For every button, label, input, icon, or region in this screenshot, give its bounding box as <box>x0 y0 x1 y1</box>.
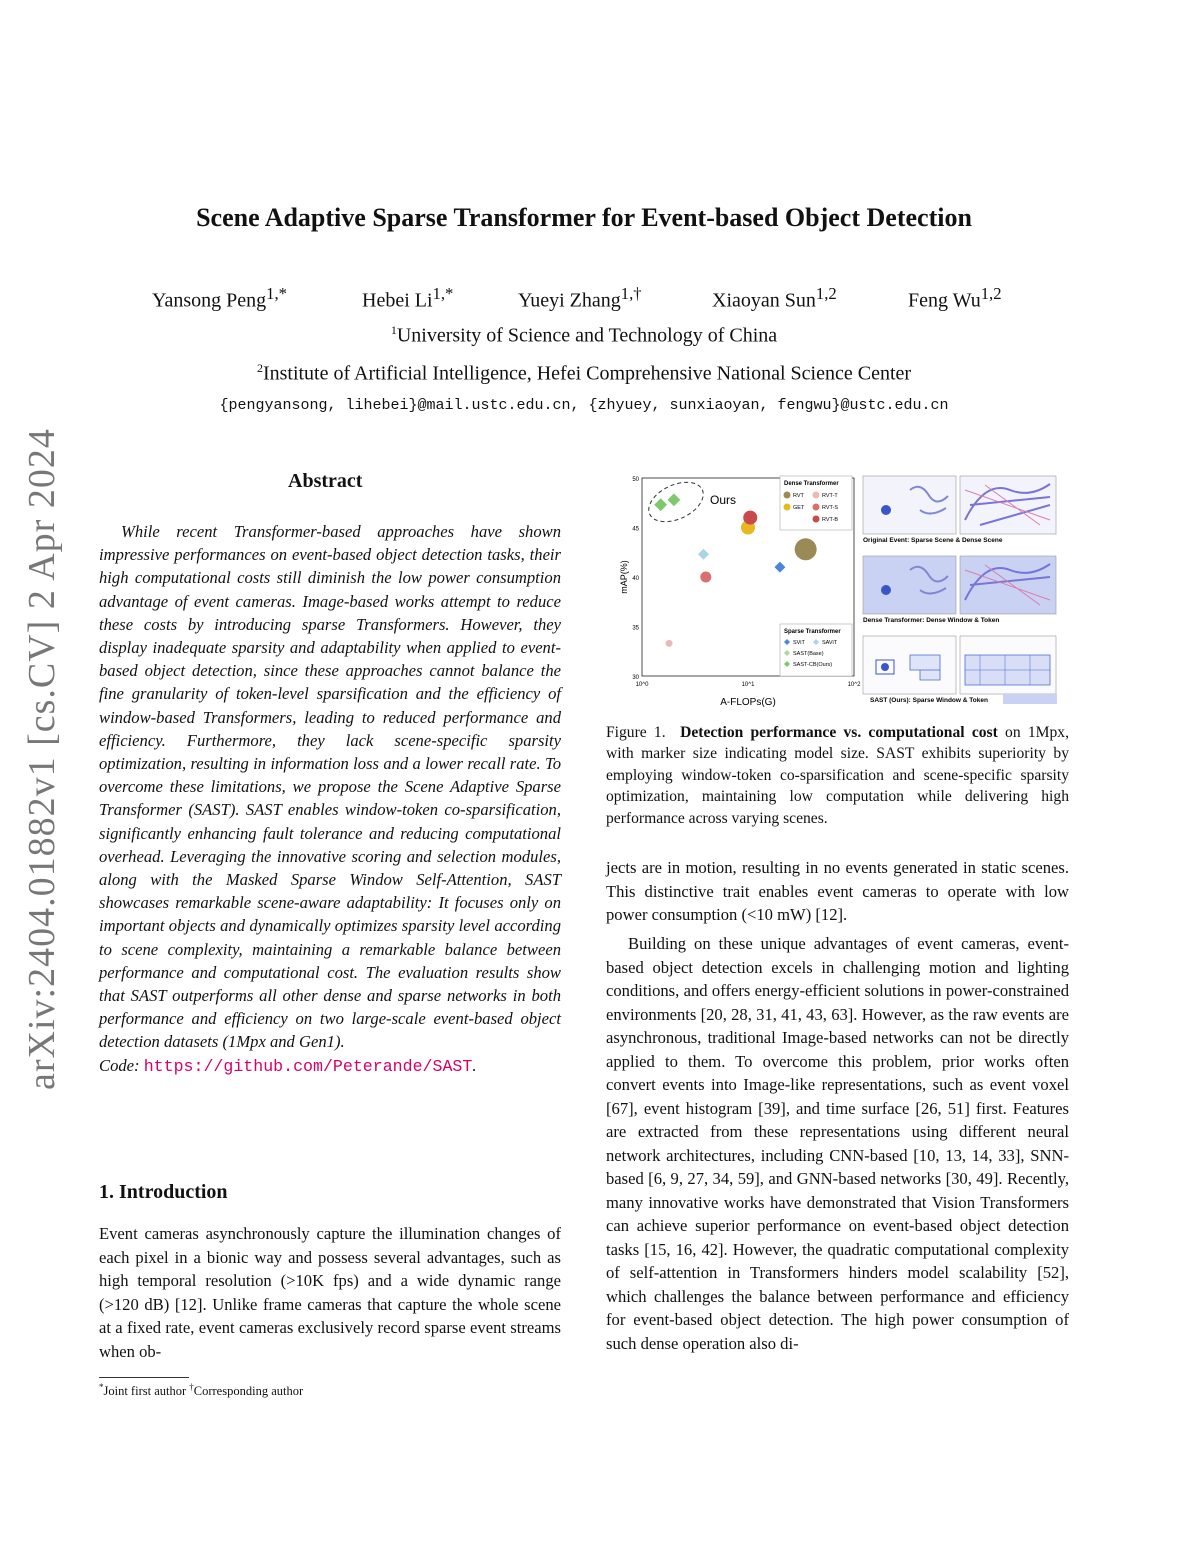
event-panels <box>863 476 1057 704</box>
intro-paragraph: Event cameras asynchronously capture the illumination changes of each pixel in a bionic way and possess several advantages, such as high temporal resolution (>10K fps) and a wide dynamic range (>120 dB) [12]. Unlike frame cameras that capture the whole scene at a fixed rate, event cameras exclusively record sparse event streams when ob- <box>99 1224 561 1361</box>
x-tick-label: 10^2 <box>847 682 861 688</box>
legend-item: SAST(Base) <box>793 651 824 657</box>
x-axis-label: A-FLOPs(G) <box>720 697 776 708</box>
data-point <box>697 548 709 560</box>
abstract-heading: Abstract <box>288 470 363 492</box>
ours-label: Ours <box>710 493 737 507</box>
author: Yueyi Zhang$^{1,\dagger}$ <box>518 284 642 312</box>
y-ticks <box>632 477 639 681</box>
legend-item: GET <box>793 505 805 511</box>
section-heading-introduction: 1. Introduction <box>99 1181 228 1203</box>
y-tick-label: 50 <box>632 477 639 483</box>
x-tick-label: 10^1 <box>741 682 755 688</box>
abstract-body: While recent Transformer-based approaches have shown impressive performances on event-based object detection tasks, their high computational costs still diminish the low power consumption advantage of event cameras. Image-based works attempt to reduce these costs by introducing sparse Transformers. However, they display inadequate sparsity and adaptability when applied to event-based object detection, since these approaches cannot balance the fine granularity of token-level sparsification and the efficiency of window-based Transformers, leading to reduced performance and efficiency. Furthermore, they lack scene-specific sparsity optimization, resulting in information loss and a lower recall rate. To overcome these limitations, we propose the Scene Adaptive Sparse Transformer (SAST). SAST enables window-token co-sparsification, significantly enhancing fault tolerance and reducing computational overhead. Leveraging the innovative scoring and selection modules, along with the Masked Sparse Window Self-Attention, SAST showcases remarkable scene-aware adaptability: It focuses only on important objects and dynamically optimizes sparsity level according to scene complexity, maintaining a remarkable balance between performance and computational cost. The evaluation results show that SAST outperforms all other dense and sparse networks in both performance and efficiency on two large-scale event-based object detection datasets (1Mpx and Gen1). Code: https://github.com/Peterande/SAST. <box>99 522 561 1076</box>
legend-item: RVT <box>793 493 804 499</box>
footnote: *Joint first author †Corresponding author <box>99 1382 304 1399</box>
paper-title: Scene Adaptive Sparse Transformer for Event-based Object Detection <box>196 203 972 232</box>
x-ticks <box>636 682 861 688</box>
author: Feng Wu$^{1,2}$ <box>908 284 1002 312</box>
panel-sast <box>863 636 1057 704</box>
figure-svg <box>620 470 1072 710</box>
author: Xiaoyan Sun$^{1,2}$ <box>712 284 837 312</box>
code-link[interactable]: https://github.com/Peterande/SAST <box>143 1056 473 1076</box>
data-point <box>700 572 711 583</box>
data-point <box>774 561 786 573</box>
y-tick-label: 30 <box>632 675 639 681</box>
panel-original-event <box>863 476 1056 544</box>
data-point <box>743 511 757 525</box>
panel-label: Original Event: Sparse Scene & Dense Scene <box>863 537 1003 544</box>
author-emails: {pengyansong, lihebei}@mail.ustc.edu.cn, {zhyuey, sunxiaoyan, fengwu}@ustc.edu.cn <box>219 397 949 414</box>
panel-label: SAST (Ours): Sparse Window & Token <box>870 697 988 704</box>
legend-item: RVT-S <box>822 505 839 511</box>
intro-paragraph: Building on these unique advantages of event cameras, event-based object detection excels in challenging motion and lighting conditions, and offers energy-efficient solutions in power-constrained environments [20, 28, 31, 41, 43, 63]. However, as the raw events are asynchronous, traditional Image-based networks can not be directly applied to them. To overcome this problem, prior works often convert events into Image-like representations, such as event voxel [67], event histogram [39], and time surface [26, 51] first. Features are extracted from these representations using different neural network architectures, including CNN-based [10, 13, 14, 33], SNN-based [6, 9, 27, 34, 59], and GNN-based networks [30, 49]. Recently, many innovative works have demonstrated that Vision Transformers can achieve superior performance on event-based object detection tasks [15, 16, 42]. However, the quadratic computational complexity of self-attention in Transformers hinders model scalability [52], which challenges the balance between performance and efficiency for event-based object detection. The high power consumption of such dense operation also di- <box>606 934 1069 1353</box>
legend-item: RVT-T <box>822 493 838 499</box>
footnote-rule <box>99 1377 189 1378</box>
y-axis-label: mAP(%) <box>620 560 629 594</box>
data-point <box>666 640 673 647</box>
intro-paragraph-continued: jects are in motion, resulting in no events generated in static scenes. This distinctive trait enables event cameras to operate with low power consumption (<10 mW) [12]. <box>606 858 1069 924</box>
data-point <box>795 538 817 560</box>
figure-1-caption: Figure 1. Detection performance vs. computational cost on 1Mpx, with marker size indicating model size. SAST exhibits superiority by employing window-token co-sparsification and scene-specific sparsity optimization, maintaining low computation while delivering high performance across varying scenes. <box>606 724 1069 827</box>
legend-item: SViT <box>793 640 805 646</box>
author: Hebei $Li^{1,*}$ <box>362 284 454 312</box>
legend-item: RVT-B <box>822 517 839 523</box>
legend-dense <box>780 476 852 530</box>
x-tick-label: 10^0 <box>635 682 649 688</box>
figure-1 <box>620 470 1072 710</box>
y-tick-label: 35 <box>632 625 639 632</box>
scatter-plot <box>620 474 861 708</box>
y-tick-label: 45 <box>632 526 639 533</box>
panel-dense-transformer <box>863 556 1056 624</box>
legend-item: SAViT <box>822 640 838 646</box>
arxiv-sidebar: arXiv:2404.01882v1 [cs.CV] 2 Apr 2024 <box>21 428 63 1090</box>
data-point <box>654 498 668 512</box>
affiliation: $^1$University of Science and Technology of China <box>390 323 778 347</box>
legend-title: Dense Transformer <box>784 481 839 487</box>
panel-label: Dense Transformer: Dense Window & Token <box>863 617 1000 624</box>
legend-item: SAST-CB(Ours) <box>793 662 833 668</box>
legend-sparse <box>780 624 852 676</box>
affiliation: $^2$Institute of Artificial Intelligence, Hefei Comprehensive National Science Center <box>256 361 912 385</box>
y-tick-label: 40 <box>632 576 639 582</box>
data-point <box>667 493 681 507</box>
author: Yansong Peng$^{1,*}$ <box>152 284 287 312</box>
legend-title: Sparse Transformer <box>784 629 841 635</box>
